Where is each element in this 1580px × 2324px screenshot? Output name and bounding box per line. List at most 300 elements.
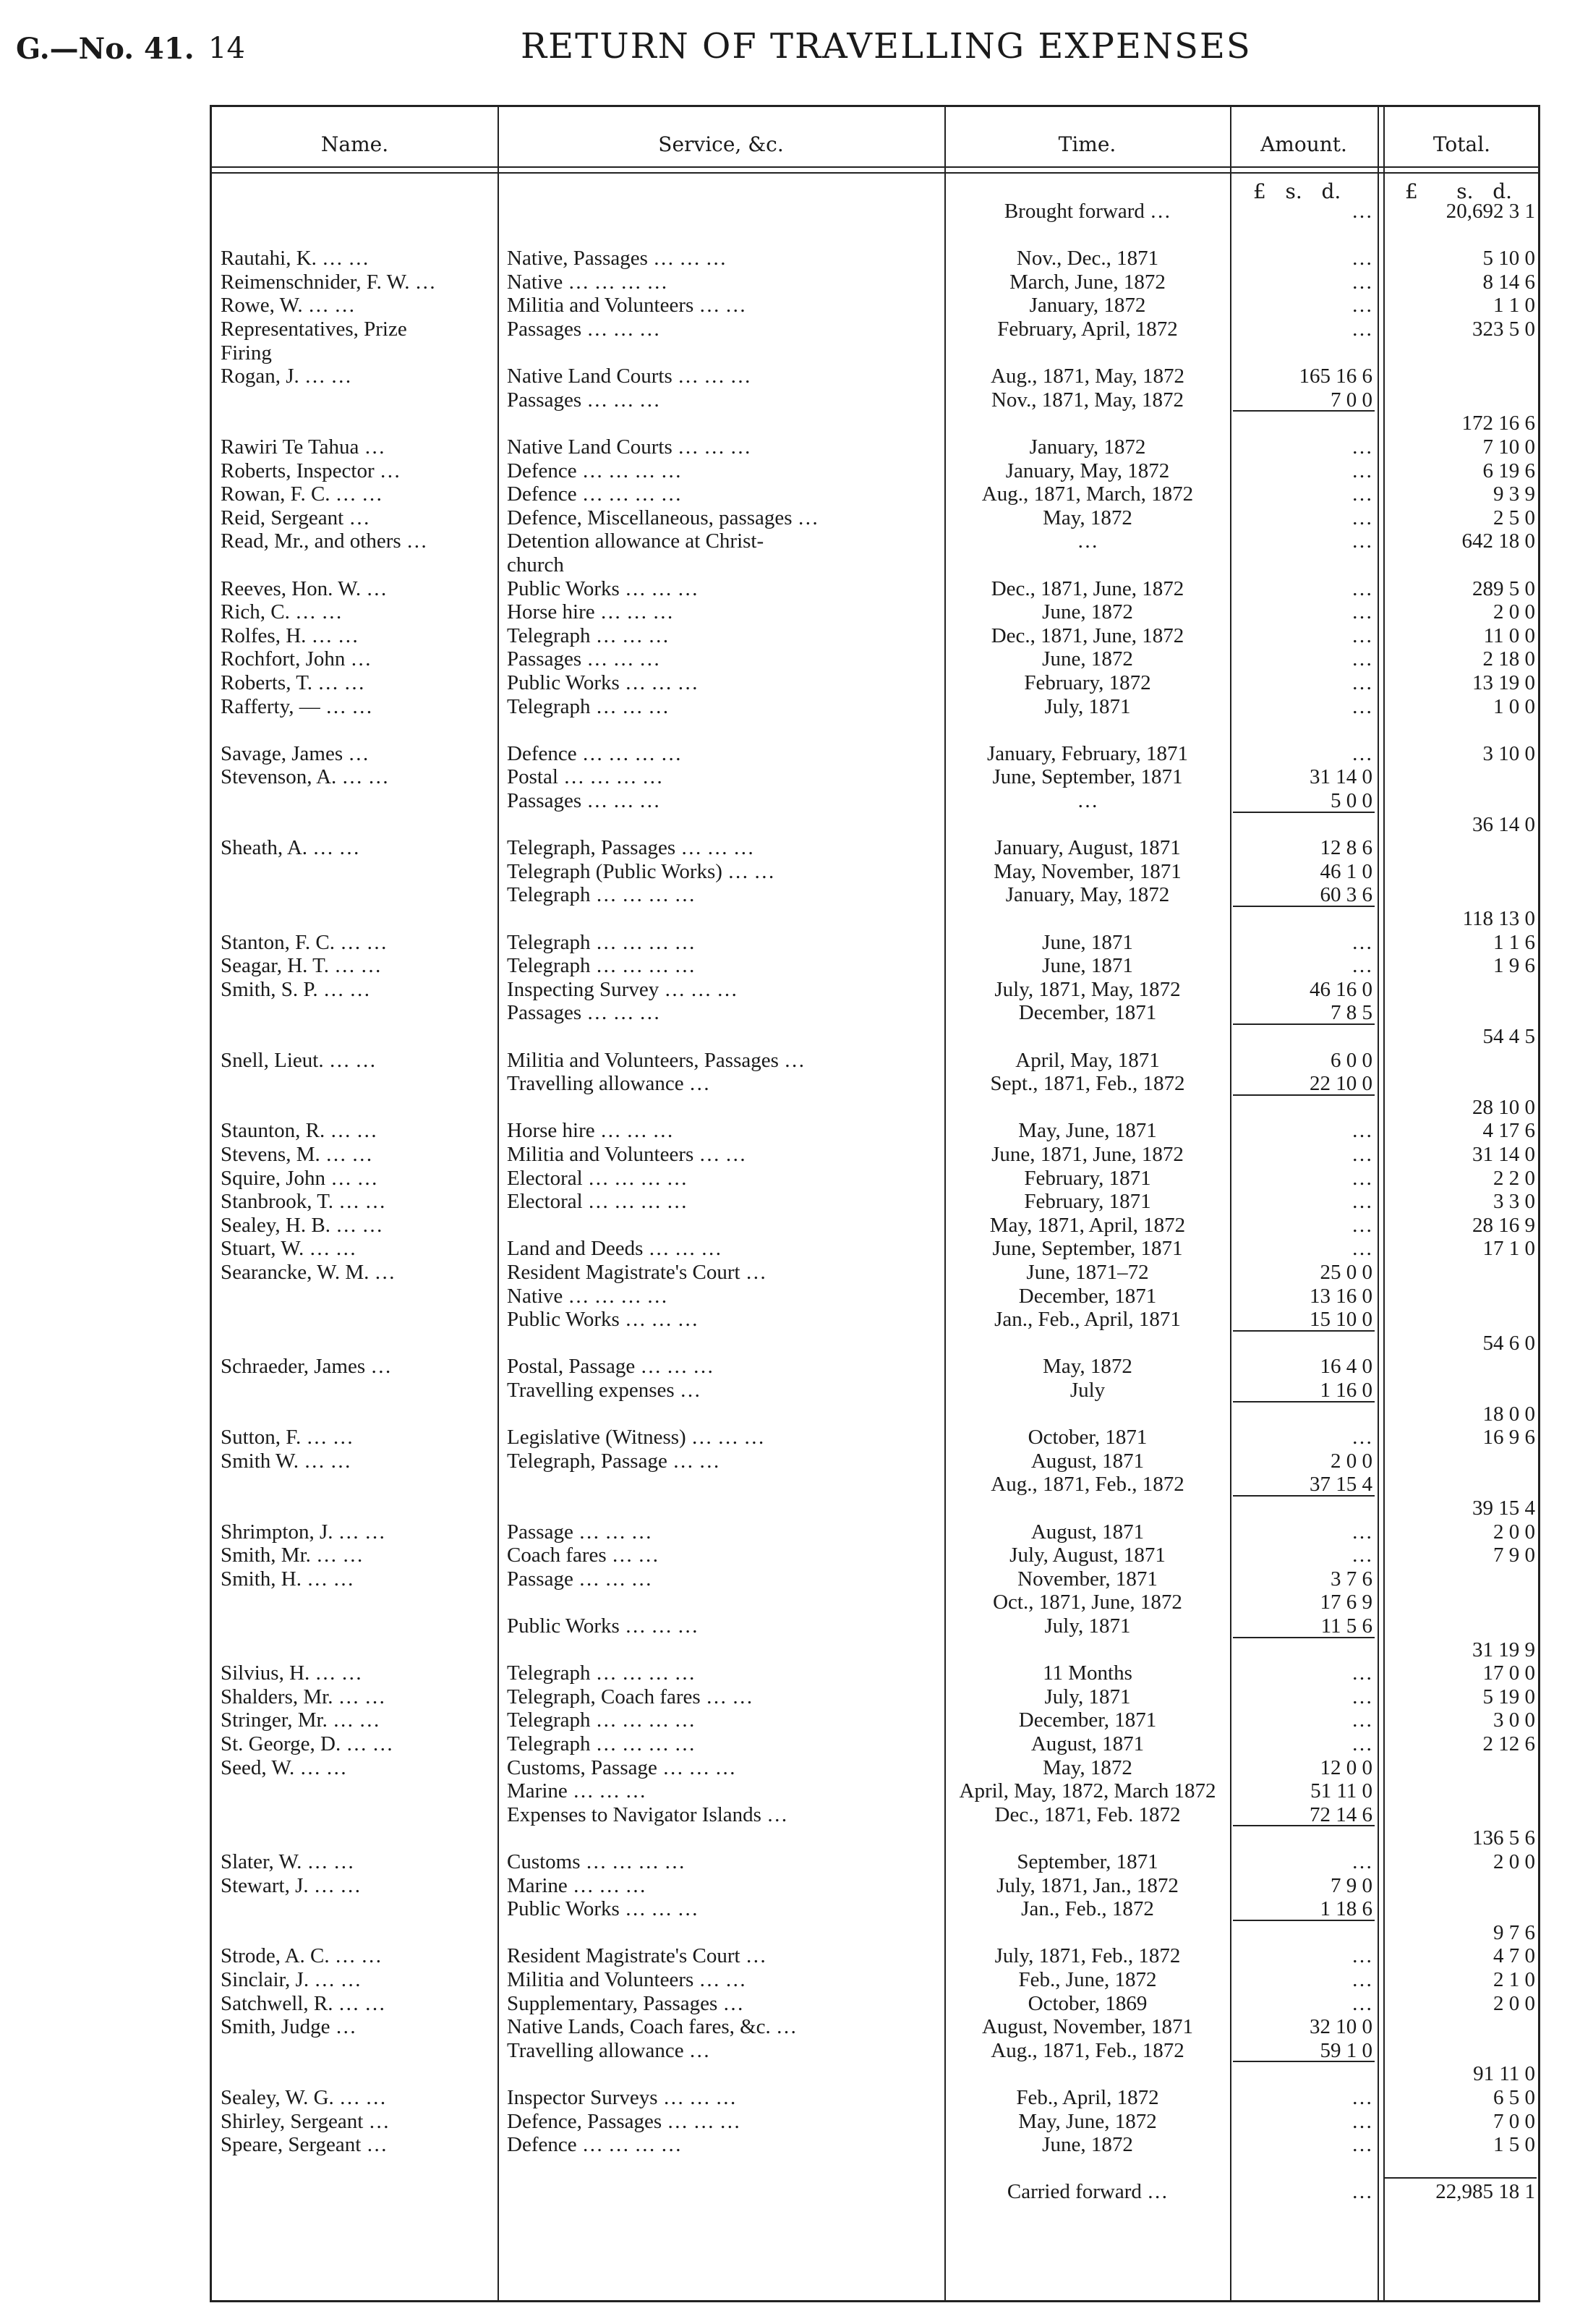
- table-row: [212, 1285, 1538, 1308]
- service-cell: Telegraph, Coach fares … …: [507, 1685, 753, 1708]
- time-cell: June, 1872: [1042, 2133, 1133, 2157]
- total-cell: 7 10 0: [1482, 435, 1535, 459]
- service-cell: Telegraph, Passage … …: [507, 1449, 720, 1473]
- total-cell: 1 1 6: [1493, 930, 1535, 954]
- table-row: [212, 1355, 1538, 1378]
- name-cell: Smith W. … …: [221, 1449, 351, 1473]
- amount-cell: …: [1351, 1685, 1372, 1708]
- name-cell: Snell, Lieut. … …: [221, 1048, 377, 1072]
- service-cell: Militia and Volunteers … …: [507, 1968, 746, 1991]
- service-cell: Telegraph … … … …: [507, 1732, 696, 1755]
- table-row: [212, 1214, 1538, 1237]
- time-cell: July, 1871: [1044, 1685, 1131, 1708]
- time-cell: August, November, 1871: [981, 2015, 1194, 2039]
- time-cell: Nov., 1871, May, 1872: [991, 388, 1184, 412]
- amount-cell: …: [1351, 694, 1372, 718]
- amount-cell: …: [1351, 435, 1372, 459]
- table-row: [212, 365, 1538, 388]
- time-cell: July: [1069, 1379, 1106, 1402]
- table-row: [212, 671, 1538, 694]
- service-cell: Public Works … … …: [507, 671, 699, 694]
- amount-cell: 7 0 0: [1331, 388, 1372, 412]
- total-cell: 36 14 0: [1472, 812, 1535, 836]
- name-cell: Sinclair, J. … …: [221, 1968, 362, 1991]
- amount-cell: …: [1351, 2109, 1372, 2133]
- name-cell: Speare, Sergeant …: [221, 2133, 388, 2157]
- table-row: [212, 388, 1538, 412]
- time-cell: June, September, 1871: [992, 765, 1183, 789]
- name-cell: Rowan, F. C. … …: [221, 482, 383, 506]
- name-cell: Reeves, Hon. W. …: [221, 576, 388, 600]
- total-cell: 1 0 0: [1493, 694, 1535, 718]
- name-cell: Reid, Sergeant …: [221, 506, 370, 529]
- time-cell: Dec., 1871, June, 1872: [991, 623, 1184, 647]
- page-header: [0, 26, 1580, 77]
- table-row: [212, 1332, 1538, 1355]
- service-cell: Travelling allowance …: [507, 1072, 710, 1096]
- table-row: [212, 624, 1538, 647]
- service-cell: Inspecting Survey … … …: [507, 977, 738, 1001]
- time-cell: June, 1871: [1042, 930, 1133, 954]
- service-cell: Detention allowance at Christ-: [507, 529, 764, 553]
- time-cell: January, 1872: [1029, 294, 1146, 318]
- service-cell: Telegraph … … … …: [507, 1661, 696, 1685]
- table-row: [212, 2133, 1538, 2156]
- table-row: [212, 1638, 1538, 1661]
- table-row: [212, 506, 1538, 529]
- table-row: [212, 1567, 1538, 1591]
- amount-cell: …: [1351, 1944, 1372, 1968]
- time-cell: January, 1872: [1029, 435, 1146, 459]
- service-cell: Supplementary, Passages …: [507, 1991, 744, 2015]
- header-rule: [212, 172, 1538, 174]
- amount-cell: 16 4 0: [1320, 1355, 1372, 1379]
- amount-cell: …: [1351, 1143, 1372, 1166]
- subtotal-rule: [1233, 1094, 1375, 1096]
- table-row: [212, 2157, 1538, 2180]
- service-cell: Militia and Volunteers, Passages …: [507, 1048, 806, 1072]
- amount-cell: 5 0 0: [1331, 789, 1372, 812]
- service-cell: Marine … … …: [507, 1779, 646, 1803]
- name-cell: Rochfort, John …: [221, 647, 372, 671]
- time-cell: June, 1871, June, 1872: [991, 1143, 1184, 1166]
- name-cell: Smith, H. … …: [221, 1567, 354, 1591]
- time-cell: Aug., 1871, Feb., 1872: [991, 1473, 1184, 1497]
- name-cell: Rolfes, H. … …: [221, 623, 359, 647]
- total-cell: 54 6 0: [1482, 1331, 1535, 1355]
- time-cell: July, 1871, Feb., 1872: [994, 1944, 1181, 1968]
- column-header-service: Service, &c.: [658, 132, 784, 156]
- service-cell: Native Land Courts … … …: [507, 365, 751, 388]
- name-cell: Rich, C. … …: [221, 600, 343, 624]
- time-cell: Brought forward …: [1004, 200, 1171, 223]
- table-row: [212, 1001, 1538, 1024]
- time-cell: February, April, 1872: [997, 318, 1178, 341]
- service-cell: Public Works … … …: [507, 1614, 699, 1638]
- table-row: [212, 1143, 1538, 1166]
- service-cell: Postal, Passage … … …: [507, 1355, 714, 1379]
- service-cell: Inspector Surveys … … …: [507, 2086, 737, 2109]
- total-cell: 31 14 0: [1472, 1143, 1535, 1166]
- amount-cell: …: [1351, 2180, 1372, 2204]
- service-cell: Defence … … … …: [507, 482, 682, 506]
- subtotal-rule: [1233, 2061, 1375, 2062]
- service-cell: Native Land Courts … … …: [507, 435, 751, 459]
- time-cell: Dec., 1871, Feb. 1872: [994, 1802, 1181, 1826]
- column-header-total: Total.: [1432, 132, 1491, 156]
- amount-cell: …: [1351, 247, 1372, 271]
- table-row: [212, 1921, 1538, 1944]
- amount-cell: 1 18 6: [1320, 1897, 1372, 1921]
- amount-cell: …: [1351, 1520, 1372, 1544]
- amount-cell: …: [1351, 1544, 1372, 1567]
- amount-cell: 12 8 6: [1320, 836, 1372, 860]
- page-title: RETURN OF TRAVELLING EXPENSES: [521, 26, 1252, 67]
- amount-cell: …: [1351, 2086, 1372, 2109]
- name-cell: Satchwell, R. … …: [221, 1991, 385, 2015]
- name-cell: Smith, Mr. … …: [221, 1544, 364, 1567]
- name-cell: Shrimpton, J. … …: [221, 1520, 385, 1544]
- table-row: [212, 1850, 1538, 1873]
- amount-cell: …: [1351, 1166, 1372, 1190]
- amount-cell: …: [1351, 1119, 1372, 1143]
- total-cell: 136 5 6: [1472, 1826, 1535, 1850]
- time-cell: Oct., 1871, June, 1872: [993, 1591, 1182, 1614]
- subtotal-rule: [1233, 410, 1375, 412]
- amount-cell: 3 7 6: [1331, 1567, 1372, 1591]
- table-row: [212, 577, 1538, 600]
- subtotal-rule: [1233, 1920, 1375, 1921]
- table-row: [212, 1308, 1538, 1331]
- subtotal-rule: [1233, 1401, 1375, 1403]
- amount-cell: 7 9 0: [1331, 1873, 1372, 1897]
- service-cell: Defence, Passages … … …: [507, 2109, 740, 2133]
- page-number: 14: [208, 32, 245, 65]
- service-cell: Passages … … …: [507, 318, 660, 341]
- total-cell: 4 17 6: [1482, 1119, 1535, 1143]
- total-cell: 3 10 0: [1482, 741, 1535, 765]
- service-cell: Passage … … …: [507, 1567, 652, 1591]
- time-cell: August, 1871: [1030, 1449, 1145, 1473]
- table-row: [212, 907, 1538, 930]
- table-row: [212, 224, 1538, 247]
- service-cell: Horse hire … … …: [507, 600, 674, 624]
- service-cell: Electoral … … … …: [507, 1166, 688, 1190]
- total-cell: 323 5 0: [1472, 318, 1535, 341]
- name-cell: Smith, Judge …: [221, 2015, 356, 2039]
- service-cell: Militia and Volunteers … …: [507, 294, 746, 318]
- name-cell: Seed, W. … …: [221, 1755, 347, 1779]
- total-cell: 2 0 0: [1493, 1991, 1535, 2015]
- amount-cell: 2 0 0: [1331, 1449, 1372, 1473]
- total-cell: 20,692 3 1: [1446, 200, 1535, 223]
- amount-cell: …: [1351, 930, 1372, 954]
- total-cell: 18 0 0: [1482, 1402, 1535, 1426]
- service-cell: Telegraph (Public Works) … …: [507, 859, 775, 883]
- amount-cell: …: [1351, 270, 1372, 294]
- total-cell: 7 9 0: [1493, 1544, 1535, 1567]
- table-row: [212, 1544, 1538, 1567]
- amount-cell: …: [1351, 459, 1372, 482]
- service-cell: Defence, Miscellaneous, passages …: [507, 506, 819, 529]
- time-cell: May, 1872: [1043, 1755, 1132, 1779]
- time-cell: August, 1871: [1030, 1732, 1145, 1755]
- service-cell: Passages … … …: [507, 388, 660, 412]
- service-cell: Passage … … …: [507, 1520, 652, 1544]
- table-row: [212, 1803, 1538, 1826]
- amount-cell: 60 3 6: [1320, 883, 1372, 907]
- table-row: [212, 1167, 1538, 1190]
- table-row: [212, 836, 1538, 859]
- name-cell: Sheath, A. … …: [221, 836, 360, 860]
- time-cell: April, May, 1872, March 1872: [959, 1779, 1216, 1803]
- name-cell: Squire, John … …: [221, 1166, 378, 1190]
- time-cell: February, 1872: [1024, 671, 1151, 694]
- subtotal-rule: [1233, 1637, 1375, 1638]
- name-cell: Shalders, Mr. … …: [221, 1685, 385, 1708]
- amount-cell: …: [1351, 647, 1372, 671]
- name-cell: Slater, W. … …: [221, 1850, 354, 1873]
- name-cell: Stanton, F. C. … …: [221, 930, 388, 954]
- amount-cell: …: [1351, 1237, 1372, 1261]
- subtotal-rule: [1233, 1023, 1375, 1025]
- total-cell: 28 10 0: [1472, 1095, 1535, 1119]
- amount-cell: 17 6 9: [1320, 1591, 1372, 1614]
- service-cell: Native, Passages … … …: [507, 247, 727, 271]
- table-row: [212, 1897, 1538, 1920]
- time-cell: May, June, 1871: [1018, 1119, 1157, 1143]
- service-cell: Expenses to Navigator Islands …: [507, 1802, 788, 1826]
- total-cell: 4 7 0: [1493, 1944, 1535, 1968]
- total-cell: 3 3 0: [1493, 1190, 1535, 1214]
- service-cell: Legislative (Witness) … … …: [507, 1426, 765, 1450]
- amount-cell: 12 0 0: [1320, 1755, 1372, 1779]
- total-rule: [1385, 2177, 1537, 2179]
- name-cell: Rautahi, K. … …: [221, 247, 370, 271]
- amount-cell: 11 5 6: [1320, 1614, 1372, 1638]
- total-cell: 8 14 6: [1482, 270, 1535, 294]
- time-cell: December, 1871: [1018, 1001, 1157, 1025]
- total-cell: 13 19 0: [1472, 671, 1535, 694]
- name-cell: Rafferty, — … …: [221, 694, 373, 718]
- time-cell: July, 1871, May, 1872: [994, 977, 1181, 1001]
- amount-cell: 31 14 0: [1310, 765, 1372, 789]
- table-row: [212, 718, 1538, 741]
- time-cell: May, June, 1872: [1018, 2109, 1157, 2133]
- service-cell: Passages … … …: [507, 1001, 660, 1025]
- name-cell: Rowe, W. … …: [221, 294, 356, 318]
- amount-cell: 37 15 4: [1310, 1473, 1372, 1497]
- time-cell: September, 1871: [1017, 1850, 1158, 1873]
- table-row: [212, 931, 1538, 954]
- table-row: [212, 695, 1538, 718]
- total-cell: 3 0 0: [1493, 1708, 1535, 1732]
- time-cell: July, 1871: [1044, 1614, 1131, 1638]
- table-row: [212, 954, 1538, 977]
- service-cell: Militia and Volunteers … …: [507, 1143, 746, 1166]
- total-cell: 7 0 0: [1493, 2109, 1535, 2133]
- total-cell: 11 0 0: [1483, 623, 1535, 647]
- total-cell: 172 16 6: [1461, 412, 1535, 435]
- service-cell: Land and Deeds … … …: [507, 1237, 722, 1261]
- table-row: [212, 1732, 1538, 1755]
- total-cell: 2 0 0: [1493, 600, 1535, 624]
- amount-cell: 22 10 0: [1310, 1072, 1372, 1096]
- name-cell: Savage, James …: [221, 741, 370, 765]
- service-cell: Telegraph … … …: [507, 694, 670, 718]
- time-cell: May, 1872: [1043, 506, 1132, 529]
- total-cell: 5 10 0: [1482, 247, 1535, 271]
- service-cell: Marine … … …: [507, 1873, 646, 1897]
- table-row: [212, 2062, 1538, 2085]
- service-cell: Public Works … … …: [507, 1308, 699, 1332]
- time-cell: April, May, 1871: [1015, 1048, 1160, 1072]
- table-row: [212, 271, 1538, 294]
- table-row: [212, 1661, 1538, 1685]
- table-row: [212, 1756, 1538, 1779]
- table-row: [212, 1237, 1538, 1260]
- service-cell: Travelling expenses …: [507, 1379, 701, 1402]
- table-row: [212, 789, 1538, 812]
- name-cell: St. George, D. … …: [221, 1732, 393, 1755]
- time-cell: June, 1872: [1042, 647, 1133, 671]
- table-row: [212, 1826, 1538, 1850]
- amount-cell: …: [1351, 954, 1372, 978]
- table-row: [212, 1190, 1538, 1213]
- table-row: [212, 742, 1538, 765]
- table-row: [212, 1591, 1538, 1614]
- time-cell: Dec., 1871, June, 1872: [991, 576, 1184, 600]
- subtotal-rule: [1233, 1330, 1375, 1332]
- name-cell: Rogan, J. … …: [221, 365, 352, 388]
- service-cell: Public Works … … …: [507, 1897, 699, 1921]
- name-cell: Smith, S. P. … …: [221, 977, 371, 1001]
- time-cell: Sept., 1871, Feb., 1872: [990, 1072, 1185, 1096]
- table-row: [212, 1708, 1538, 1732]
- total-cell: 2 0 0: [1493, 1850, 1535, 1873]
- amount-cell: …: [1351, 482, 1372, 506]
- service-cell: Native Lands, Coach fares, &c. …: [507, 2015, 798, 2039]
- total-cell: 2 12 6: [1482, 1732, 1535, 1755]
- amount-cell: …: [1351, 318, 1372, 341]
- time-cell: February, 1871: [1024, 1166, 1151, 1190]
- time-cell: March, June, 1872: [1009, 270, 1166, 294]
- total-cell: 31 19 9: [1472, 1638, 1535, 1661]
- service-cell: Telegraph … … … …: [507, 1708, 696, 1732]
- table-row: [212, 813, 1538, 836]
- name-cell: Schraeder, James …: [221, 1355, 392, 1379]
- total-cell: 22,985 18 1: [1435, 2180, 1535, 2204]
- amount-cell: 59 1 0: [1320, 2038, 1372, 2062]
- service-cell: Coach fares … …: [507, 1544, 659, 1567]
- time-cell: October, 1871: [1028, 1426, 1148, 1450]
- total-cell: 1 9 6: [1493, 954, 1535, 978]
- total-cell: 2 2 0: [1493, 1166, 1535, 1190]
- total-cell: 39 15 4: [1472, 1497, 1535, 1520]
- table-row: [212, 247, 1538, 270]
- table-row: [212, 2039, 1538, 2062]
- service-cell: Passages … … …: [507, 789, 660, 812]
- service-cell: Telegraph … … … …: [507, 883, 696, 907]
- total-cell: 28 16 9: [1472, 1213, 1535, 1237]
- table-row: [212, 1119, 1538, 1142]
- amount-cell: …: [1351, 623, 1372, 647]
- table-row: [212, 600, 1538, 623]
- total-cell: 6 5 0: [1493, 2086, 1535, 2109]
- name-cell: Stevens, M. … …: [221, 1143, 373, 1166]
- amount-cell: …: [1351, 576, 1372, 600]
- table-row: [212, 2180, 1538, 2203]
- subtotal-rule: [1233, 1495, 1375, 1497]
- table-row: [212, 1874, 1538, 1897]
- table-row: [212, 1450, 1538, 1473]
- name-cell: Sutton, F. … …: [221, 1426, 354, 1450]
- name-cell: Rawiri Te Tahua …: [221, 435, 385, 459]
- service-cell: Telegraph, Passages … … …: [507, 836, 754, 860]
- table-row: [212, 1473, 1538, 1496]
- table-row: [212, 1426, 1538, 1449]
- amount-cell: …: [1351, 506, 1372, 529]
- time-cell: June, 1871–72: [1026, 1261, 1149, 1284]
- total-cell: 1 5 0: [1493, 2133, 1535, 2157]
- time-cell: July, 1871: [1044, 694, 1131, 718]
- table-row: [212, 459, 1538, 482]
- amount-cell: 25 0 0: [1320, 1261, 1372, 1284]
- time-cell: May, 1872: [1043, 1355, 1132, 1379]
- total-cell: 2 5 0: [1493, 506, 1535, 529]
- time-cell: October, 1869: [1028, 1991, 1148, 2015]
- table-row: [212, 1968, 1538, 1991]
- time-cell: July, 1871, Jan., 1872: [996, 1873, 1179, 1897]
- total-cell: 16 9 6: [1482, 1426, 1535, 1450]
- total-cell: 91 11 0: [1473, 2062, 1535, 2086]
- time-cell: Aug., 1871, May, 1872: [991, 365, 1184, 388]
- table-row: [212, 200, 1538, 223]
- service-cell: Horse hire … … …: [507, 1119, 674, 1143]
- service-cell: Telegraph … … … …: [507, 954, 696, 978]
- time-cell: July, August, 1871: [1009, 1544, 1166, 1567]
- table-row: [212, 1403, 1538, 1426]
- total-cell: 2 0 0: [1493, 1520, 1535, 1544]
- amount-cell: …: [1351, 294, 1372, 318]
- name-cell: Silvius, H. … …: [221, 1661, 362, 1685]
- amount-cell: …: [1351, 1661, 1372, 1685]
- name-cell: Strode, A. C. … …: [221, 1944, 383, 1968]
- column-header-name: Name.: [320, 132, 389, 156]
- time-cell: January, May, 1872: [1005, 459, 1170, 482]
- service-cell: Passages … … …: [507, 647, 660, 671]
- amount-cell: 72 14 6: [1310, 1802, 1372, 1826]
- time-cell: 11 Months: [1043, 1661, 1132, 1685]
- name-cell: Stewart, J. … …: [221, 1873, 362, 1897]
- column-header-time: Time.: [1058, 132, 1116, 156]
- name-cell: Shirley, Sergeant …: [221, 2109, 390, 2133]
- total-cell: 2 18 0: [1482, 647, 1535, 671]
- service-cell: Defence … … … …: [507, 459, 682, 482]
- time-cell: June, 1871: [1042, 954, 1133, 978]
- service-cell: Resident Magistrate's Court …: [507, 1944, 766, 1968]
- amount-cell: …: [1351, 1426, 1372, 1450]
- table-row: [212, 529, 1538, 553]
- table-row: [212, 1779, 1538, 1802]
- time-cell: November, 1871: [1017, 1567, 1158, 1591]
- name-cell: Firing: [221, 341, 272, 365]
- name-cell: Representatives, Prize: [221, 318, 407, 341]
- name-cell: Sealey, W. G. … …: [221, 2086, 387, 2109]
- total-cell: 9 7 6: [1493, 1920, 1535, 1944]
- time-cell: …: [1077, 529, 1098, 553]
- table-row: [212, 2110, 1538, 2133]
